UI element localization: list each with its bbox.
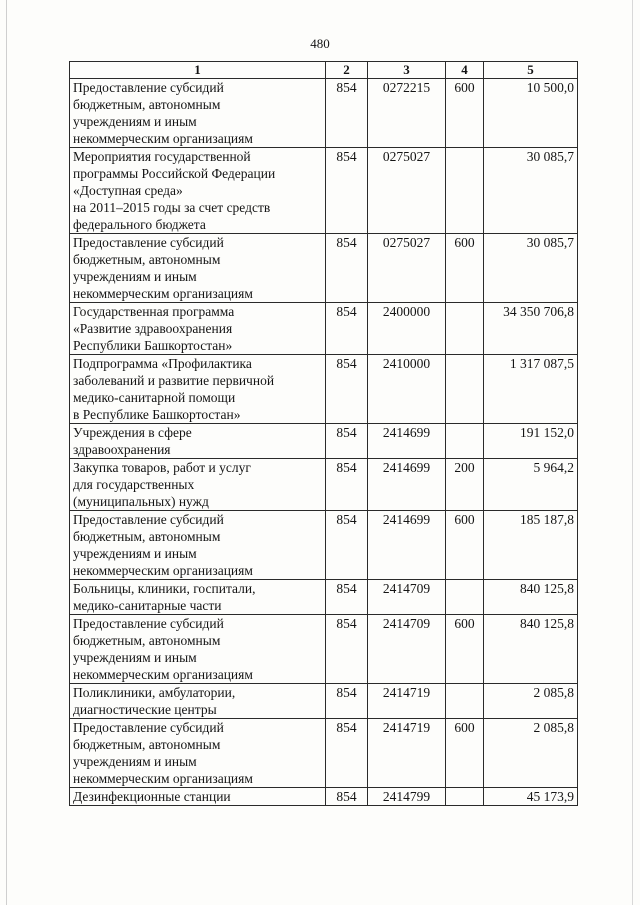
table-row (70, 511, 578, 580)
item-name: Предоставление субсидий бюджетным, автономным учреждениям и иным некоммерческим организациям (70, 234, 326, 303)
table-row (70, 459, 578, 511)
column-header-2: 2 (326, 62, 368, 79)
amount: 10 500,0 (484, 79, 578, 148)
amount: 191 152,0 (484, 424, 578, 459)
item-name: Предоставление субсидий бюджетным, автономным учреждениям и иным некоммерческим организациям (70, 615, 326, 684)
amount: 34 350 706,8 (484, 303, 578, 355)
ministry-code: 854 (326, 580, 368, 615)
expense-kind (446, 788, 484, 806)
target-article: 2414709 (368, 580, 446, 615)
scan-edge-left (6, 0, 7, 905)
item-name: Предоставление субсидий бюджетным, автономным учреждениям и иным некоммерческим организациям (70, 79, 326, 148)
column-header-5: 5 (484, 62, 578, 79)
ministry-code: 854 (326, 511, 368, 580)
item-name: Больницы, клиники, госпитали, медико-санитарные части (70, 580, 326, 615)
expense-kind: 600 (446, 511, 484, 580)
target-article: 2414719 (368, 719, 446, 788)
table-row (70, 303, 578, 355)
amount: 2 085,8 (484, 684, 578, 719)
target-article: 2414709 (368, 615, 446, 684)
item-name: Учреждения в сфере здравоохранения (70, 424, 326, 459)
target-article: 2414699 (368, 424, 446, 459)
expense-kind: 600 (446, 615, 484, 684)
amount: 2 085,8 (484, 719, 578, 788)
table-header-row (70, 62, 578, 79)
table-row (70, 234, 578, 303)
amount: 45 173,9 (484, 788, 578, 806)
ministry-code: 854 (326, 234, 368, 303)
ministry-code: 854 (326, 303, 368, 355)
target-article: 0275027 (368, 234, 446, 303)
item-name: Дезинфекционные станции (70, 788, 326, 806)
item-name: Предоставление субсидий бюджетным, автономным учреждениям и иным некоммерческим организациям (70, 719, 326, 788)
amount: 840 125,8 (484, 615, 578, 684)
amount: 5 964,2 (484, 459, 578, 511)
ministry-code: 854 (326, 615, 368, 684)
expense-kind: 600 (446, 234, 484, 303)
scan-edge-right (632, 0, 633, 905)
target-article: 2414699 (368, 511, 446, 580)
expense-kind: 200 (446, 459, 484, 511)
target-article: 2400000 (368, 303, 446, 355)
item-name: Мероприятия государственной программы Российской Федерации «Доступная среда» на 2011–2015 годы за счет средств федерального бюджета (70, 148, 326, 234)
table-row (70, 684, 578, 719)
table-row (70, 719, 578, 788)
item-name: Закупка товаров, работ и услуг для государственных (муниципальных) нужд (70, 459, 326, 511)
table-row (70, 355, 578, 424)
item-name: Поликлиники, амбулатории, диагностические центры (70, 684, 326, 719)
amount: 30 085,7 (484, 234, 578, 303)
ministry-code: 854 (326, 719, 368, 788)
item-name: Предоставление субсидий бюджетным, автономным учреждениям и иным некоммерческим организациям (70, 511, 326, 580)
table-row (70, 788, 578, 806)
target-article: 2414799 (368, 788, 446, 806)
ministry-code: 854 (326, 459, 368, 511)
amount: 185 187,8 (484, 511, 578, 580)
ministry-code: 854 (326, 355, 368, 424)
expense-kind (446, 303, 484, 355)
table-row (70, 79, 578, 148)
target-article: 2414719 (368, 684, 446, 719)
expense-kind: 600 (446, 719, 484, 788)
target-article: 2410000 (368, 355, 446, 424)
ministry-code: 854 (326, 684, 368, 719)
amount: 1 317 087,5 (484, 355, 578, 424)
target-article: 2414699 (368, 459, 446, 511)
target-article: 0272215 (368, 79, 446, 148)
expense-kind: 600 (446, 79, 484, 148)
ministry-code: 854 (326, 424, 368, 459)
target-article: 0275027 (368, 148, 446, 234)
item-name: Подпрограмма «Профилактика заболеваний и развитие первичной медико-санитарной помощи в Республике Башкортостан» (70, 355, 326, 424)
table-row (70, 580, 578, 615)
table-row (70, 615, 578, 684)
column-header-1: 1 (70, 62, 326, 79)
table-row (70, 424, 578, 459)
expense-kind (446, 424, 484, 459)
column-header-4: 4 (446, 62, 484, 79)
table-row (70, 148, 578, 234)
expense-kind (446, 355, 484, 424)
budget-table (69, 61, 578, 806)
expense-kind (446, 580, 484, 615)
expense-kind (446, 684, 484, 719)
ministry-code: 854 (326, 79, 368, 148)
page-number: 480 (310, 36, 330, 51)
amount: 30 085,7 (484, 148, 578, 234)
column-header-3: 3 (368, 62, 446, 79)
ministry-code: 854 (326, 788, 368, 806)
item-name: Государственная программа «Развитие здравоохранения Республики Башкортостан» (70, 303, 326, 355)
expense-kind (446, 148, 484, 234)
ministry-code: 854 (326, 148, 368, 234)
amount: 840 125,8 (484, 580, 578, 615)
